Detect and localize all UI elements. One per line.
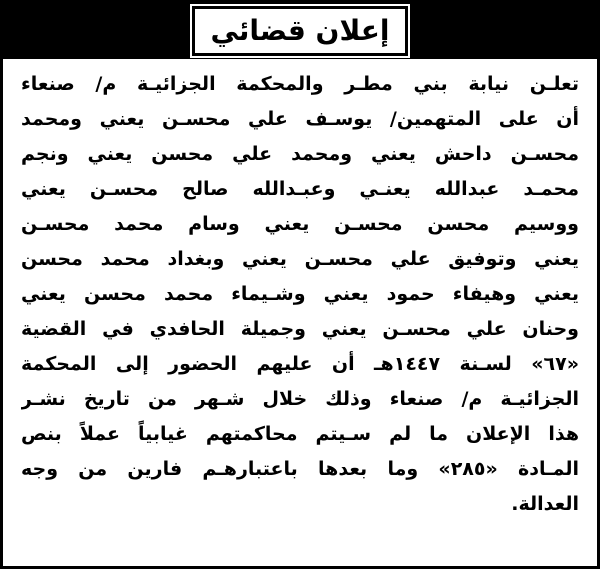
notice-line: الجزائيـة م/ صنعاء وذلك خلال شـهر من تاريخ نشـر — [21, 388, 579, 410]
notice-body — [3, 59, 597, 522]
notice-line: المـادة «٢٨٥» وما بعدها باعتبارهـم فارين من وجه — [21, 458, 579, 480]
notice-line: تعلـن نيابة بني مطـر والمحكمة الجزائيـة م/ صنعاء — [21, 73, 579, 95]
notice-title: إعلان قضائي — [210, 14, 390, 47]
notice-line: أن على المتهمين/ يوسـف علي محسـن يعني ومحمد — [21, 108, 579, 130]
notice-line: هذا الإعلان ما لم سـيتم محاكمتهم غيابياً عملاً بنص — [21, 423, 579, 445]
notice-line: يعني وهيفاء حمود يعني وشـيماء محمد محسن يعني — [21, 283, 579, 305]
notice-line: محمـد عبدالله يعنـي وعبـدالله صالح محسـن يعني — [21, 178, 579, 200]
notice-line-last: العدالة. — [511, 493, 579, 515]
notice-line: وحنان علي محسـن يعني وجميلة الحافدي في القضية — [21, 318, 579, 340]
notice-header — [3, 3, 597, 59]
notice-line: «٦٧» لسـنة ١٤٤٧هـ أن عليهم الحضور إلى المحكمة — [21, 353, 579, 375]
notice-line: يعني وتوفيق علي محسـن يعني وبغداد محمد محسن — [21, 248, 579, 270]
notice-line: محسـن داحش يعني ومحمد علي محسن يعني ونجم — [21, 143, 579, 165]
notice-line: ووسيم محسن محسـن يعني وسام محمد محسـن — [21, 213, 579, 235]
title-box — [192, 6, 409, 56]
